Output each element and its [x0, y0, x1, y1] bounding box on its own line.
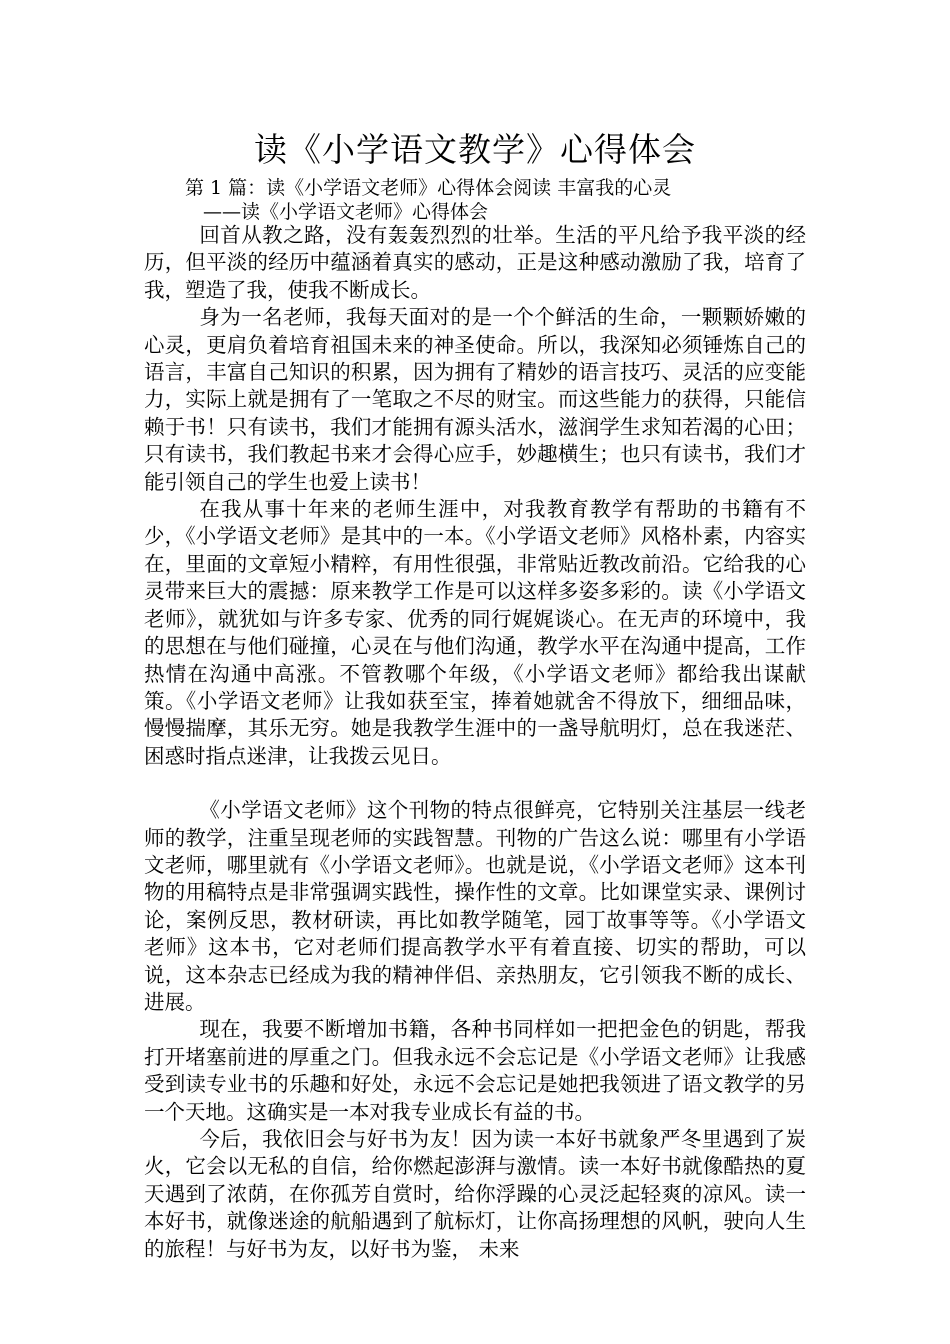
- paragraph: 今后，我依旧会与好书为友！因为读一本好书就象严冬里遇到了炭火，它会以无私的自信，给你燃起澎湃与激情。读一本好书就像酷热的夏天遇到了浓荫，在你孤芳自赏时，给你浮躁的心灵泛起轻爽的凉风。读一本好书，就像迷途的航船遇到了航标灯，让你高扬理想的风帆，驶向人生的旅程！与好书为友，以好书为鉴， 未来: [144, 1127, 806, 1261]
- paragraph: 身为一名老师，我每天面对的是一个个鲜活的生命，一颗颗娇嫩的心灵，更肩负着培育祖国未来的神圣使命。所以，我深知必须锤炼自己的语言，丰富自己知识的积累，因为拥有了精妙的语言技巧、灵活的应变能力，实际上就是拥有了一笔取之不尽的财宝。而这些能力的获得，只能信赖于书！只有读书，我们才能拥有源头活水，滋润学生求知若渴的心田；只有读书，我们教起书来才会得心应手，妙趣横生；也只有读书，我们才能引领自己的学生也爱上读书！: [144, 305, 806, 494]
- document-subtitle-line2: ——读《小学语文老师》心得体会: [203, 201, 489, 223]
- paragraph: 在我从事十年来的老师生涯中，对我教育教学有帮助的书籍有不少，《小学语文老师》是其中的一本。《小学语文老师》风格朴素，内容实在，里面的文章短小精粹，有用性很强，非常贴近教改前沿。它给我的心灵带来巨大的震撼：原来教学工作是可以这样多姿多彩的。读《小学语文老师》，就犹如与许多专家、优秀的同行娓娓谈心。在无声的环境中，我的思想在与他们碰撞，心灵在与他们沟通，教学水平在沟通中提高，工作热情在沟通中高涨。不管教哪个年级，《小学语文老师》都给我出谋献策。《小学语文老师》让我如获至宝，捧着她就舍不得放下，细细品味，慢慢揣摩，其乐无穷。她是我教学生涯中的一盏导航明灯，总在我迷茫、困惑时指点迷津，让我拨云见日。: [144, 497, 806, 768]
- document-title: 读《小学语文教学》心得体会: [254, 130, 696, 169]
- document-subtitle: 第 1 篇：读《小学语文老师》心得体会阅读 丰富我的心灵: [185, 177, 672, 199]
- paragraph: 现在，我要不断增加书籍，各种书同样如一把把金色的钥匙，帮我打开堵塞前进的厚重之门。但我永远不会忘记是《小学语文老师》让我感受到读专业书的乐趣和好处，永远不会忘记是她把我领进了语文教学的另一个天地。这确实是一本对我专业成长有益的书。: [144, 1017, 806, 1124]
- paragraph: 回首从教之路，没有轰轰烈烈的壮举。生活的平凡给予我平淡的经历，但平淡的经历中蕴涵着真实的感动，正是这种感动激励了我，培育了我，塑造了我，使我不断成长。: [144, 223, 806, 302]
- paragraph: 《小学语文老师》这个刊物的特点很鲜亮，它特别关注基层一线老师的教学，注重呈现老师的实践智慧。刊物的广告这么说：哪里有小学语文老师，哪里就有《小学语文老师》。也就是说，《小学语文老师》这本刊物的用稿特点是非常强调实践性，操作性的文章。比如课堂实录、课例讨论，案例反思，教材研读，再比如教学随笔，园丁故事等等。《小学语文老师》这本书，它对老师们提高教学水平有着直接、切实的帮助，可以说，这本杂志已经成为我的精神伴侣、亲热朋友，它引领我不断的成长、进展。: [144, 798, 806, 1014]
- document-body: [144, 222, 806, 1263]
- paragraph-spacer: [144, 770, 806, 797]
